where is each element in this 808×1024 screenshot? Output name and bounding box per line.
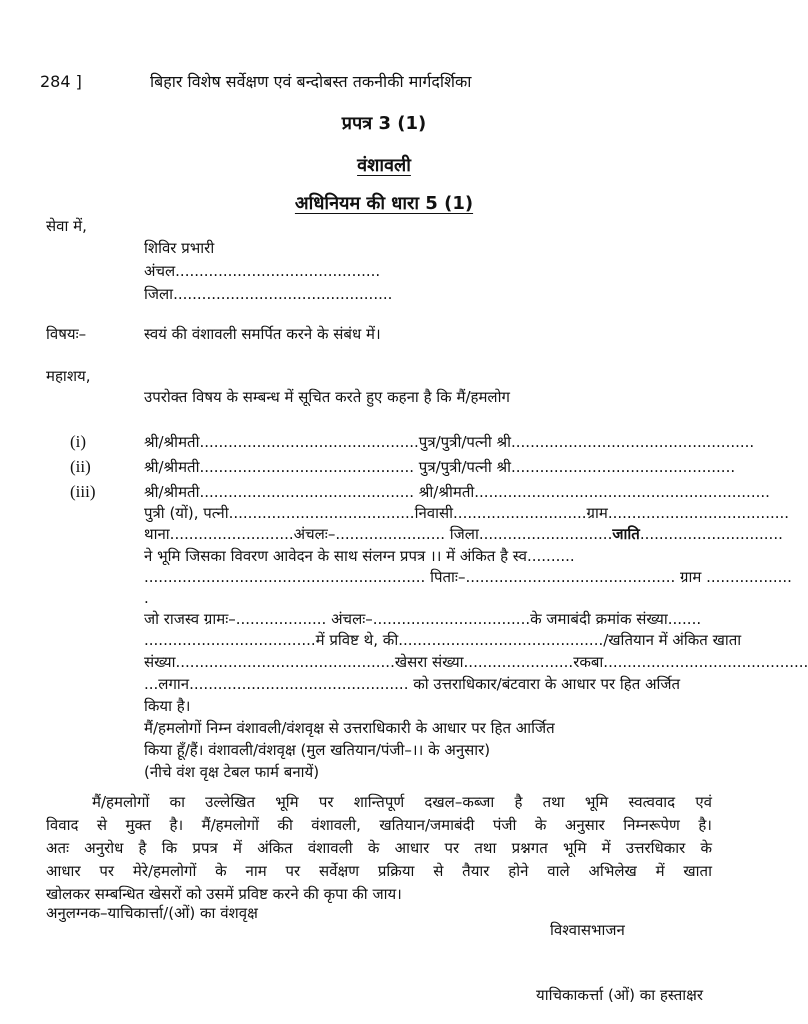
paragraph-line-2: विवाद से मुक्त है। मैं/हमलोगों की वंशावली, खतियान/जमाबंदी पंजी के अनुसार निम्नरूपेण है। bbox=[46, 816, 712, 834]
person-line-10: ....................................में प्रविष्ट थे, की.........................................../खतियान में अंकित खाता bbox=[144, 631, 742, 649]
attachment-note: अनुलग्नक–याचिकार्त्ता/(ओं) का वंशवृक्ष bbox=[46, 904, 258, 922]
greeting: महाशय, bbox=[46, 367, 91, 385]
person-line-11: संख्या..............................................खेसरा संख्या.......................रकबा........................................... bbox=[144, 653, 808, 671]
person-line-4: पुत्री (यों), पत्नी.......................................निवासी............................ग्राम...................................... bbox=[144, 504, 790, 522]
person-line-14: मैं/हमलोगों निम्न वंशावली/वंशवृक्ष से उत्तराधिकारी के आधार पर हित आर्जित bbox=[144, 719, 555, 737]
person-line-3: श्री/श्रीमती............................................. श्री/श्रीमती.............................................................. bbox=[144, 483, 770, 501]
subject-label: विषयः– bbox=[46, 325, 87, 343]
entry-number-1: (i) bbox=[70, 432, 87, 451]
subject-text: स्वयं की वंशावली समर्पित करने के संबंध में। bbox=[144, 325, 381, 343]
person-line-7: ........................................................... पिताः–............................................ ग्राम .................. bbox=[144, 568, 792, 586]
page-number: 284 ] bbox=[40, 72, 82, 91]
person-line-2: श्री/श्रीमती............................................. पुत्र/पुत्री/पत्नी श्री............................................... bbox=[144, 458, 736, 476]
person-line-12: ...लगान.............................................. को उत्तराधिकार/बंटवारा के आधार पर हित अर्जित bbox=[144, 675, 681, 693]
person-line-5 bbox=[144, 524, 783, 544]
police-circle-district: थाना..........................अंचलः–....................... जिला............................ bbox=[144, 525, 613, 543]
petitioner-signature: याचिकाकर्त्ता (ओं) का हस्ताक्षर bbox=[536, 986, 704, 1004]
caste-blank: .............................. bbox=[639, 525, 783, 543]
paragraph-line-4: आधार पर मेरे/हमलोगों के नाम पर सर्वेक्षण प्रक्रिया से तैयार होने वाले अभिलेख में खाता bbox=[46, 862, 712, 880]
person-line-13: किया है। bbox=[144, 697, 191, 715]
book-title: बिहार विशेष सर्वेक्षण एवं बन्दोबस्त तकनीकी मार्गदर्शिका bbox=[150, 72, 472, 91]
paragraph-line-1: मैं/हमलोगों का उल्लेखित भूमि पर शान्तिपूर्ण दखल–कब्जा है तथा भूमि स्वत्ववाद एवं bbox=[92, 793, 712, 811]
entry-number-2: (ii) bbox=[70, 457, 91, 476]
caste-label: जाति bbox=[612, 525, 640, 543]
salutation: सेवा में, bbox=[46, 217, 87, 235]
address-line-district: जिला.............................................. bbox=[144, 285, 393, 303]
section-title: अधिनियम की धारा 5 (1) bbox=[294, 193, 474, 214]
person-line-9: जो राजस्व ग्रामः–................... अंचलः–.................................के जमाबंदी क्रमांक संख्या....... bbox=[144, 610, 702, 628]
document-title: वंशावली bbox=[357, 155, 411, 176]
address-line-officer: शिविर प्रभारी bbox=[144, 239, 215, 257]
address-line-circle: अंचल........................................... bbox=[144, 262, 381, 280]
paragraph-line-3: अतः अनुरोध है कि प्रपत्र में अंकित वंशावली के आधार पर तथा प्रश्नगत भूमि में उत्तरधिकार के bbox=[46, 839, 712, 857]
person-line-16: (नीचे वंश वृक्ष टेबल फार्म बनायें) bbox=[144, 763, 320, 781]
form-title: प्रपत्र 3 (1) bbox=[341, 113, 427, 134]
paragraph-line-5: खोलकर सम्बन्धित खेसरों को उसमें प्रविष्ट करने की कृपा की जाय। bbox=[46, 885, 402, 903]
person-line-6: ने भूमि जिसका विवरण आवेदन के साथ संलग्न प्रपत्र ।। में अंकित है स्व.......... bbox=[144, 547, 575, 565]
entry-number-3: (iii) bbox=[70, 482, 96, 501]
person-line-15: किया हूँ/हैं। वंशावली/वंशवृक्ष (मुल खतियान/पंजी–।। के अनुसार) bbox=[144, 741, 491, 759]
person-line-1: श्री/श्रीमती..............................................पुत्र/पुत्री/पत्नी श्री................................................... bbox=[144, 433, 755, 451]
closing-text: विश्वासभाजन bbox=[550, 921, 625, 939]
person-line-8: . bbox=[144, 589, 149, 607]
intro-text: उपरोक्त विषय के सम्बन्ध में सूचित करते हुए कहना है कि मैं/हमलोग bbox=[144, 388, 510, 406]
